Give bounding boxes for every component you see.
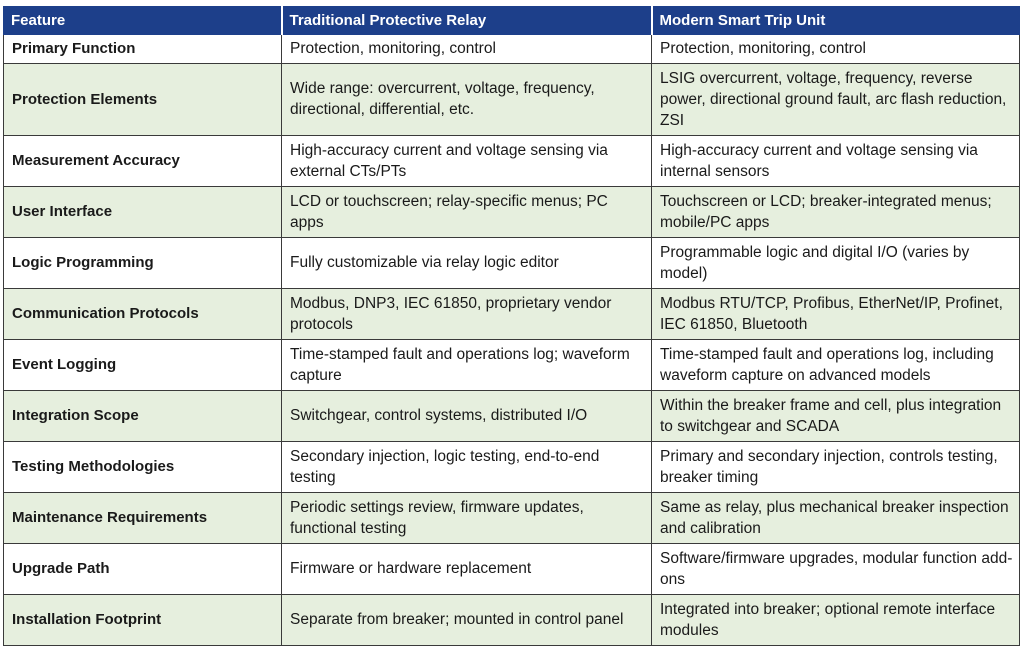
table-row	[4, 595, 1020, 646]
smart-cell: Modbus RTU/TCP, Profibus, EtherNet/IP, Profinet, IEC 61850, Bluetooth	[652, 289, 1020, 340]
feature-cell: Protection Elements	[4, 64, 282, 136]
relay-cell: Separate from breaker; mounted in control panel	[282, 595, 652, 646]
smart-cell: Integrated into breaker; optional remote interface modules	[652, 595, 1020, 646]
feature-cell: Installation Footprint	[4, 595, 282, 646]
table-row	[4, 35, 1020, 64]
header-feature: Feature	[4, 7, 282, 35]
relay-cell: Fully customizable via relay logic editor	[282, 238, 652, 289]
feature-cell: User Interface	[4, 187, 282, 238]
header-traditional-relay: Traditional Protective Relay	[282, 7, 652, 35]
table-row	[4, 442, 1020, 493]
smart-cell: Protection, monitoring, control	[652, 35, 1020, 64]
feature-cell: Logic Programming	[4, 238, 282, 289]
table-row	[4, 289, 1020, 340]
header-smart-trip-unit: Modern Smart Trip Unit	[652, 7, 1020, 35]
relay-cell: Switchgear, control systems, distributed I/O	[282, 391, 652, 442]
table-body	[4, 35, 1020, 646]
relay-cell: Secondary injection, logic testing, end-to-end testing	[282, 442, 652, 493]
table-row	[4, 136, 1020, 187]
smart-cell: Same as relay, plus mechanical breaker inspection and calibration	[652, 493, 1020, 544]
feature-cell: Event Logging	[4, 340, 282, 391]
feature-cell: Primary Function	[4, 35, 282, 64]
relay-cell: LCD or touchscreen; relay-specific menus; PC apps	[282, 187, 652, 238]
smart-cell: Within the breaker frame and cell, plus integration to switchgear and SCADA	[652, 391, 1020, 442]
smart-cell: Time-stamped fault and operations log, including waveform capture on advanced models	[652, 340, 1020, 391]
relay-cell: Protection, monitoring, control	[282, 35, 652, 64]
smart-cell: LSIG overcurrent, voltage, frequency, reverse power, directional ground fault, arc flash reduction, ZSI	[652, 64, 1020, 136]
relay-cell: Time-stamped fault and operations log; waveform capture	[282, 340, 652, 391]
feature-cell: Integration Scope	[4, 391, 282, 442]
relay-cell: Modbus, DNP3, IEC 61850, proprietary vendor protocols	[282, 289, 652, 340]
relay-cell: Firmware or hardware replacement	[282, 544, 652, 595]
table-row	[4, 493, 1020, 544]
feature-cell: Measurement Accuracy	[4, 136, 282, 187]
feature-cell: Upgrade Path	[4, 544, 282, 595]
smart-cell: Software/firmware upgrades, modular function add-ons	[652, 544, 1020, 595]
smart-cell: High-accuracy current and voltage sensing via internal sensors	[652, 136, 1020, 187]
feature-cell: Maintenance Requirements	[4, 493, 282, 544]
relay-cell: Periodic settings review, firmware updates, functional testing	[282, 493, 652, 544]
smart-cell: Touchscreen or LCD; breaker-integrated menus; mobile/PC apps	[652, 187, 1020, 238]
feature-cell: Testing Methodologies	[4, 442, 282, 493]
table-row	[4, 544, 1020, 595]
comparison-table	[3, 6, 1020, 646]
table-row	[4, 64, 1020, 136]
relay-cell: Wide range: overcurrent, voltage, frequency, directional, differential, etc.	[282, 64, 652, 136]
table-row	[4, 391, 1020, 442]
table-row	[4, 187, 1020, 238]
relay-cell: High-accuracy current and voltage sensing via external CTs/PTs	[282, 136, 652, 187]
smart-cell: Programmable logic and digital I/O (varies by model)	[652, 238, 1020, 289]
table-row	[4, 238, 1020, 289]
smart-cell: Primary and secondary injection, controls testing, breaker timing	[652, 442, 1020, 493]
header-row	[4, 7, 1020, 35]
feature-cell: Communication Protocols	[4, 289, 282, 340]
table-row	[4, 340, 1020, 391]
